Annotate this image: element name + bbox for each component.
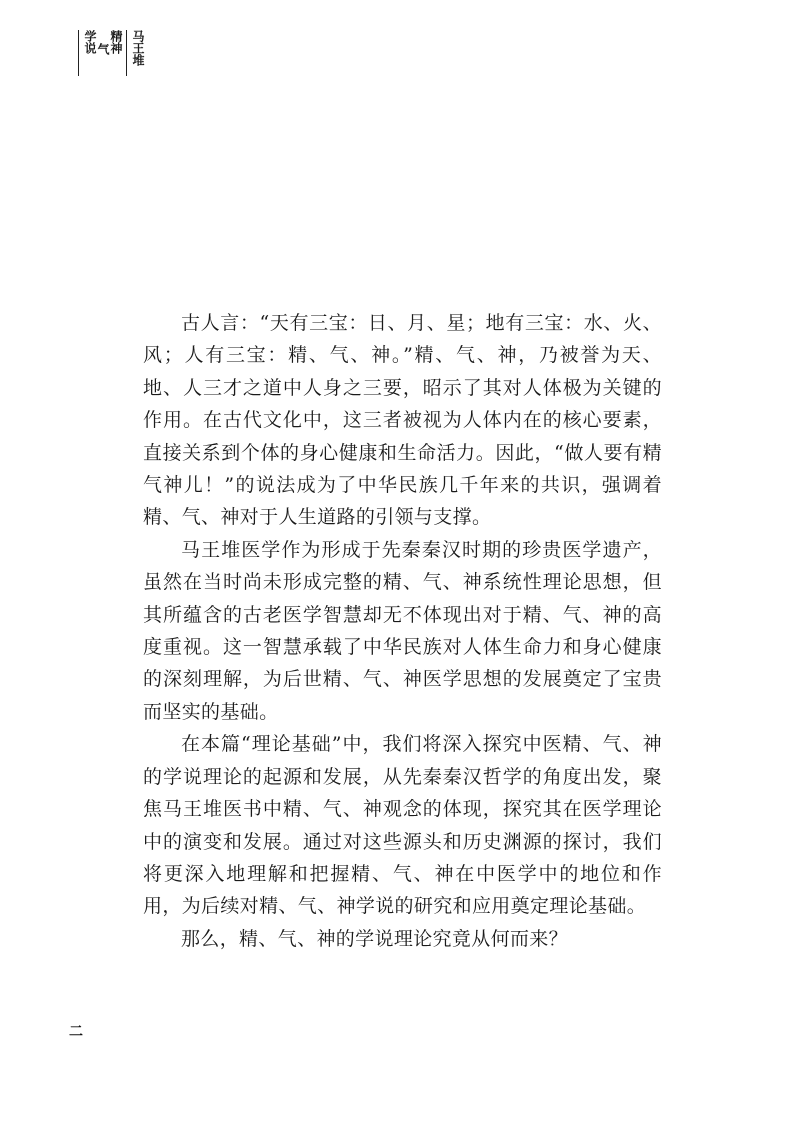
book-title-col-3: 学说 (83, 30, 97, 54)
running-header (78, 30, 144, 76)
book-title-col-1: 精神 (109, 30, 123, 54)
series-title: 马王堆 (131, 30, 145, 66)
page-number: 二 (69, 1024, 84, 1040)
paragraph: 古人言：“天有三宝：日、月、星；地有三宝：水、火、风；人有三宝：精、气、神。”精、气、神，乃被誉为天、地、人三才之道中人身之三要，昭示了其对人体极为关键的作用。在古代文化中，这三者被视为人体内在的核心要素，直接关系到个体的身心健康和生命活力。因此，“做人要有精气神儿！”的说法成为了中华民族几千年来的共识，强调着精、气、神对于人生道路的引领与支撑。 (143, 312, 662, 529)
paragraph: 那么，精、气、神的学说理论究竟从何而来？ (181, 927, 569, 950)
header-divider (126, 30, 127, 76)
book-title (83, 30, 122, 55)
book-title-col-2: 气 (96, 43, 110, 55)
header-rule (78, 30, 79, 76)
paragraph: 在本篇“理论基础”中，我们将深入探究中医精、气、神的学说理论的起源和发展，从先秦秦汉哲学的角度出发，聚焦马王堆医书中精、气、神观念的体现，探究其在医学理论中的演变和发展。通过对这些源头和历史渊源的探讨，我们将更深入地理解和把握精、气、神在中医学中的地位和作用，为后续对精、气、神学说的研究和应用奠定理论基础。 (143, 733, 662, 918)
paragraph: 马王堆医学作为形成于先秦秦汉时期的珍贵医学遗产，虽然在当时尚未形成完整的精、气、神系统性理论思想，但其所蕴含的古老医学智慧却无不体现出对于精、气、神的高度重视。这一智慧承载了中华民族对人体生命力和身心健康的深刻理解，为后世精、气、神医学思想的发展奠定了宝贵而坚实的基础。 (143, 538, 662, 723)
body-text (143, 307, 662, 955)
